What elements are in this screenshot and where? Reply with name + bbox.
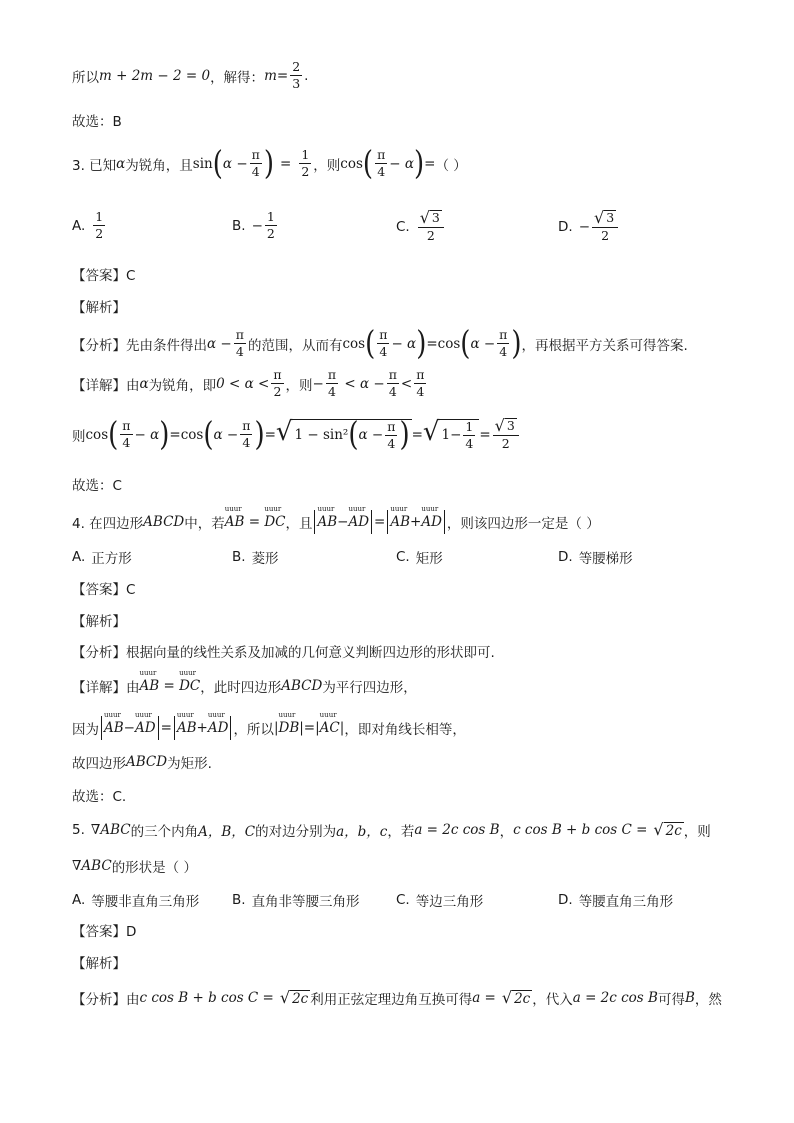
equation: m + 2m − 2 = 0 — [99, 67, 211, 84]
question-3-stem: 3. 已知 α 为锐角，且 sin ( α − $\frac{\pi}{4}$ ) = $\frac{1}{2}$ ，则 cos ( $\frac{\pi}{4}$ − α ) = （ ） — [72, 144, 467, 183]
solution-line-1: 所以 m + 2m − 2 = 0 ，解得： m= $\frac{2}{3}$ . — [72, 59, 309, 91]
answer-label: 【答案】C — [72, 582, 136, 598]
option-d: D. 等腰直角三角形 — [558, 892, 674, 910]
because-line: 因为 uuur AB − uuur AD = uuur AB + uuur AD ，所以 | uuur DB |=| uuur AC | ，即对角线长相等， — [72, 716, 466, 740]
choice-line: 故选：B — [72, 114, 122, 130]
choice-line: 故选：C. — [72, 789, 127, 805]
option-b: B. 直角非等腰三角形 — [232, 892, 360, 910]
choice-line: 故选：C — [72, 478, 122, 494]
option-a: A. $\frac{1}{2}$ — [72, 209, 104, 241]
option-a: A. 正方形 — [72, 549, 132, 567]
option-c: C. 矩形 — [396, 549, 443, 567]
option-c: C. 等边三角形 — [396, 892, 484, 910]
xiangjie-line: 【详解】由 uuur AB = uuur DC ，此时四边形 ABCD 为平行四边形， — [72, 676, 417, 696]
fenxi-line: 【分析】根据向量的线性关系及加减的几何意义判断四边形的形状即可. — [72, 645, 495, 661]
answer-label: 【答案】D — [72, 924, 137, 940]
option-b: B. 菱形 — [232, 549, 279, 567]
analysis-label: 【解析】 — [72, 614, 126, 630]
conclusion-line: 故四边形 ABCD 为矩形. — [72, 754, 212, 772]
option-c: C. √ 3 2 — [396, 210, 446, 243]
fenxi-line: 【分析】先由条件得出 α − $\frac{\pi}{4}$ 的范围，从而有 cos ( $\frac{\pi}{4}$ − α ) = cos ( α − $\frac{\pi}{4}$ ) ，再根据平方关系可得答案. — [72, 324, 688, 363]
question-5-stem: 5. ∇ABC 的三个内角 A，B，C 的对边分别为 a，b，c ，若 a = 2c cos B ， c cos B + b cos C = √ 2c ，则 — [72, 819, 711, 840]
analysis-label: 【解析】 — [72, 956, 126, 972]
fraction: $\frac{2}{3}$ — [292, 59, 301, 91]
option-d: D. − √ 3 2 — [558, 210, 620, 243]
answer-label: 【答案】C — [72, 268, 136, 284]
option-b: B. − $\frac{1}{2}$ — [232, 209, 275, 241]
analysis-label: 【解析】 — [72, 300, 126, 316]
fenxi-line: 【分析】由 c cos B + b cos C = √ 2c 利用正弦定理边角互换可得 a = √ 2c ，代入 a = 2c cos B 可得 B ，然 — [72, 987, 722, 1008]
question-4-stem: 4. 在四边形 ABCD 中，若 uuur AB = uuur DC ，且 uuur AB − uuur AD = uuur AB + uuur AD ，则该四边形一定是（ ） — [72, 510, 600, 534]
derivation-line: 则 cos ( $\frac{\pi}{4}$ − α ) = cos ( α − $\frac{\pi}{4}$ ) = √ 1 − sin² ( α − $\frac{\pi}{4}$ ) = √ 1 − $\frac{1}{4}$ = √ 3 2 — [72, 418, 521, 451]
question-5-stem-cont: ∇ABC 的形状是（ ） — [72, 858, 197, 876]
option-d: D. 等腰梯形 — [558, 549, 633, 567]
xiangjie-line: 【详解】由 α 为锐角，即 0 < α < $\frac{\pi}{2}$ ，则 − $\frac{\pi}{4}$ < α − $\frac{\pi}{4}$ < $\frac{\pi}{4}$ — [72, 367, 425, 399]
option-a: A. 等腰非直角三角形 — [72, 892, 200, 910]
